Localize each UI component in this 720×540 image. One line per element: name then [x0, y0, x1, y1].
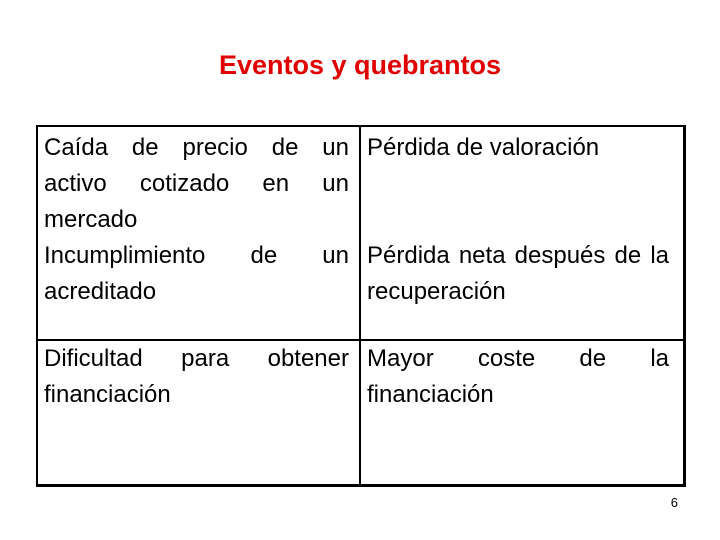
event-cell-2: Incumplimiento de un acreditado	[44, 242, 349, 305]
page-number: 6	[670, 495, 678, 510]
slide-title: Eventos y quebrantos	[218, 50, 502, 80]
event-cell-3: Dificultad para obtener financiación	[44, 345, 349, 408]
events-losses-table	[36, 125, 686, 487]
column-divider	[359, 127, 361, 484]
event-cell-1: Caída de precio de un activo cotizado en un mercado	[44, 134, 349, 233]
loss-cell-1: Pérdida de valoración	[367, 134, 600, 161]
loss-cell-2: Pérdida neta después de la recuperación	[367, 242, 669, 305]
loss-cell-3: Mayor coste de la financiación	[367, 345, 669, 408]
